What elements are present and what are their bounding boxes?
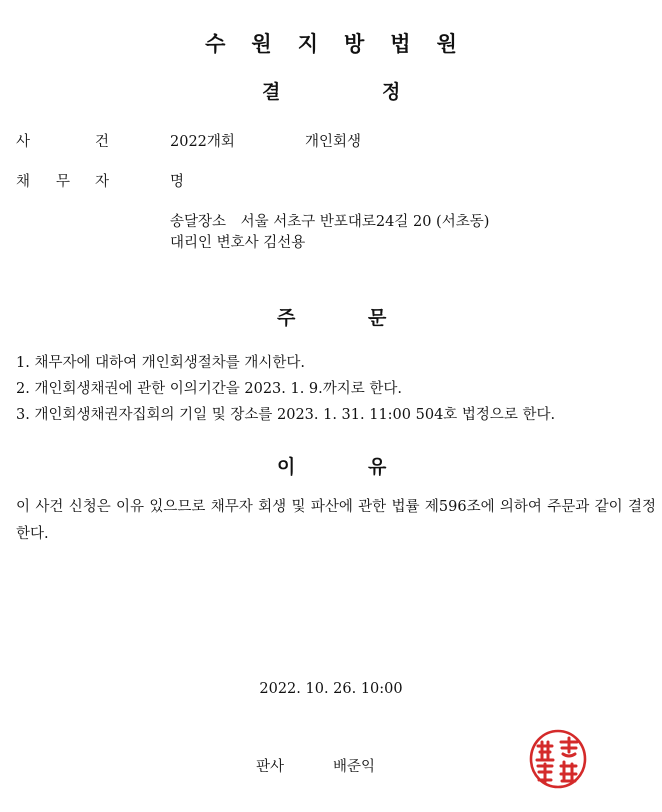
seal-stamp-icon bbox=[528, 728, 588, 790]
case-number: 2022개회 bbox=[170, 134, 235, 150]
order-item-1: 1. 채무자에 대하여 개인회생절차를 개시한다. bbox=[16, 355, 306, 371]
doc-title-char-2: 정 bbox=[382, 81, 401, 103]
representative: 대리인 변호사 김선용 bbox=[170, 235, 306, 251]
judge-seal bbox=[528, 728, 588, 790]
order-heading-char-1: 주 bbox=[277, 307, 296, 329]
debtor-label-char-3: 자 bbox=[95, 174, 110, 190]
reason-text: 이 사건 신청은 이유 있으므로 채무자 회생 및 파산에 관한 법률 제596조에 의하여 주문과 같이 결정한다. bbox=[16, 499, 656, 542]
case-name: 개인회생 bbox=[305, 134, 362, 150]
service-address: 서울 서초구 반포대로24길 20 (서초동) bbox=[240, 214, 490, 230]
decision-date: 2022. 10. 26. 10:00 bbox=[259, 681, 403, 697]
judge-name: 배준익 bbox=[333, 759, 376, 775]
service-address-line bbox=[170, 210, 489, 231]
debtor-label-char-2: 무 bbox=[56, 174, 71, 190]
reason-heading-char-1: 이 bbox=[277, 456, 296, 478]
order-heading-char-2: 문 bbox=[368, 307, 387, 329]
service-label: 송달장소 bbox=[170, 214, 227, 230]
court-title: 수원지방법원 bbox=[205, 32, 483, 56]
reason-heading-char-2: 유 bbox=[368, 456, 387, 478]
doc-title-char-1: 결 bbox=[262, 81, 281, 103]
debtor-name: 명 bbox=[170, 174, 185, 190]
order-item-3: 3. 개인회생채권자집회의 기일 및 장소를 2023. 1. 31. 11:00 504호 법정으로 한다. bbox=[16, 407, 556, 423]
judge-title: 판사 bbox=[256, 759, 285, 775]
case-label-char-2: 건 bbox=[95, 134, 110, 150]
debtor-label-char-1: 채 bbox=[16, 174, 31, 190]
case-label-char-1: 사 bbox=[16, 134, 31, 150]
order-item-2: 2. 개인회생채권에 관한 이의기간을 2023. 1. 9.까지로 한다. bbox=[16, 381, 403, 397]
